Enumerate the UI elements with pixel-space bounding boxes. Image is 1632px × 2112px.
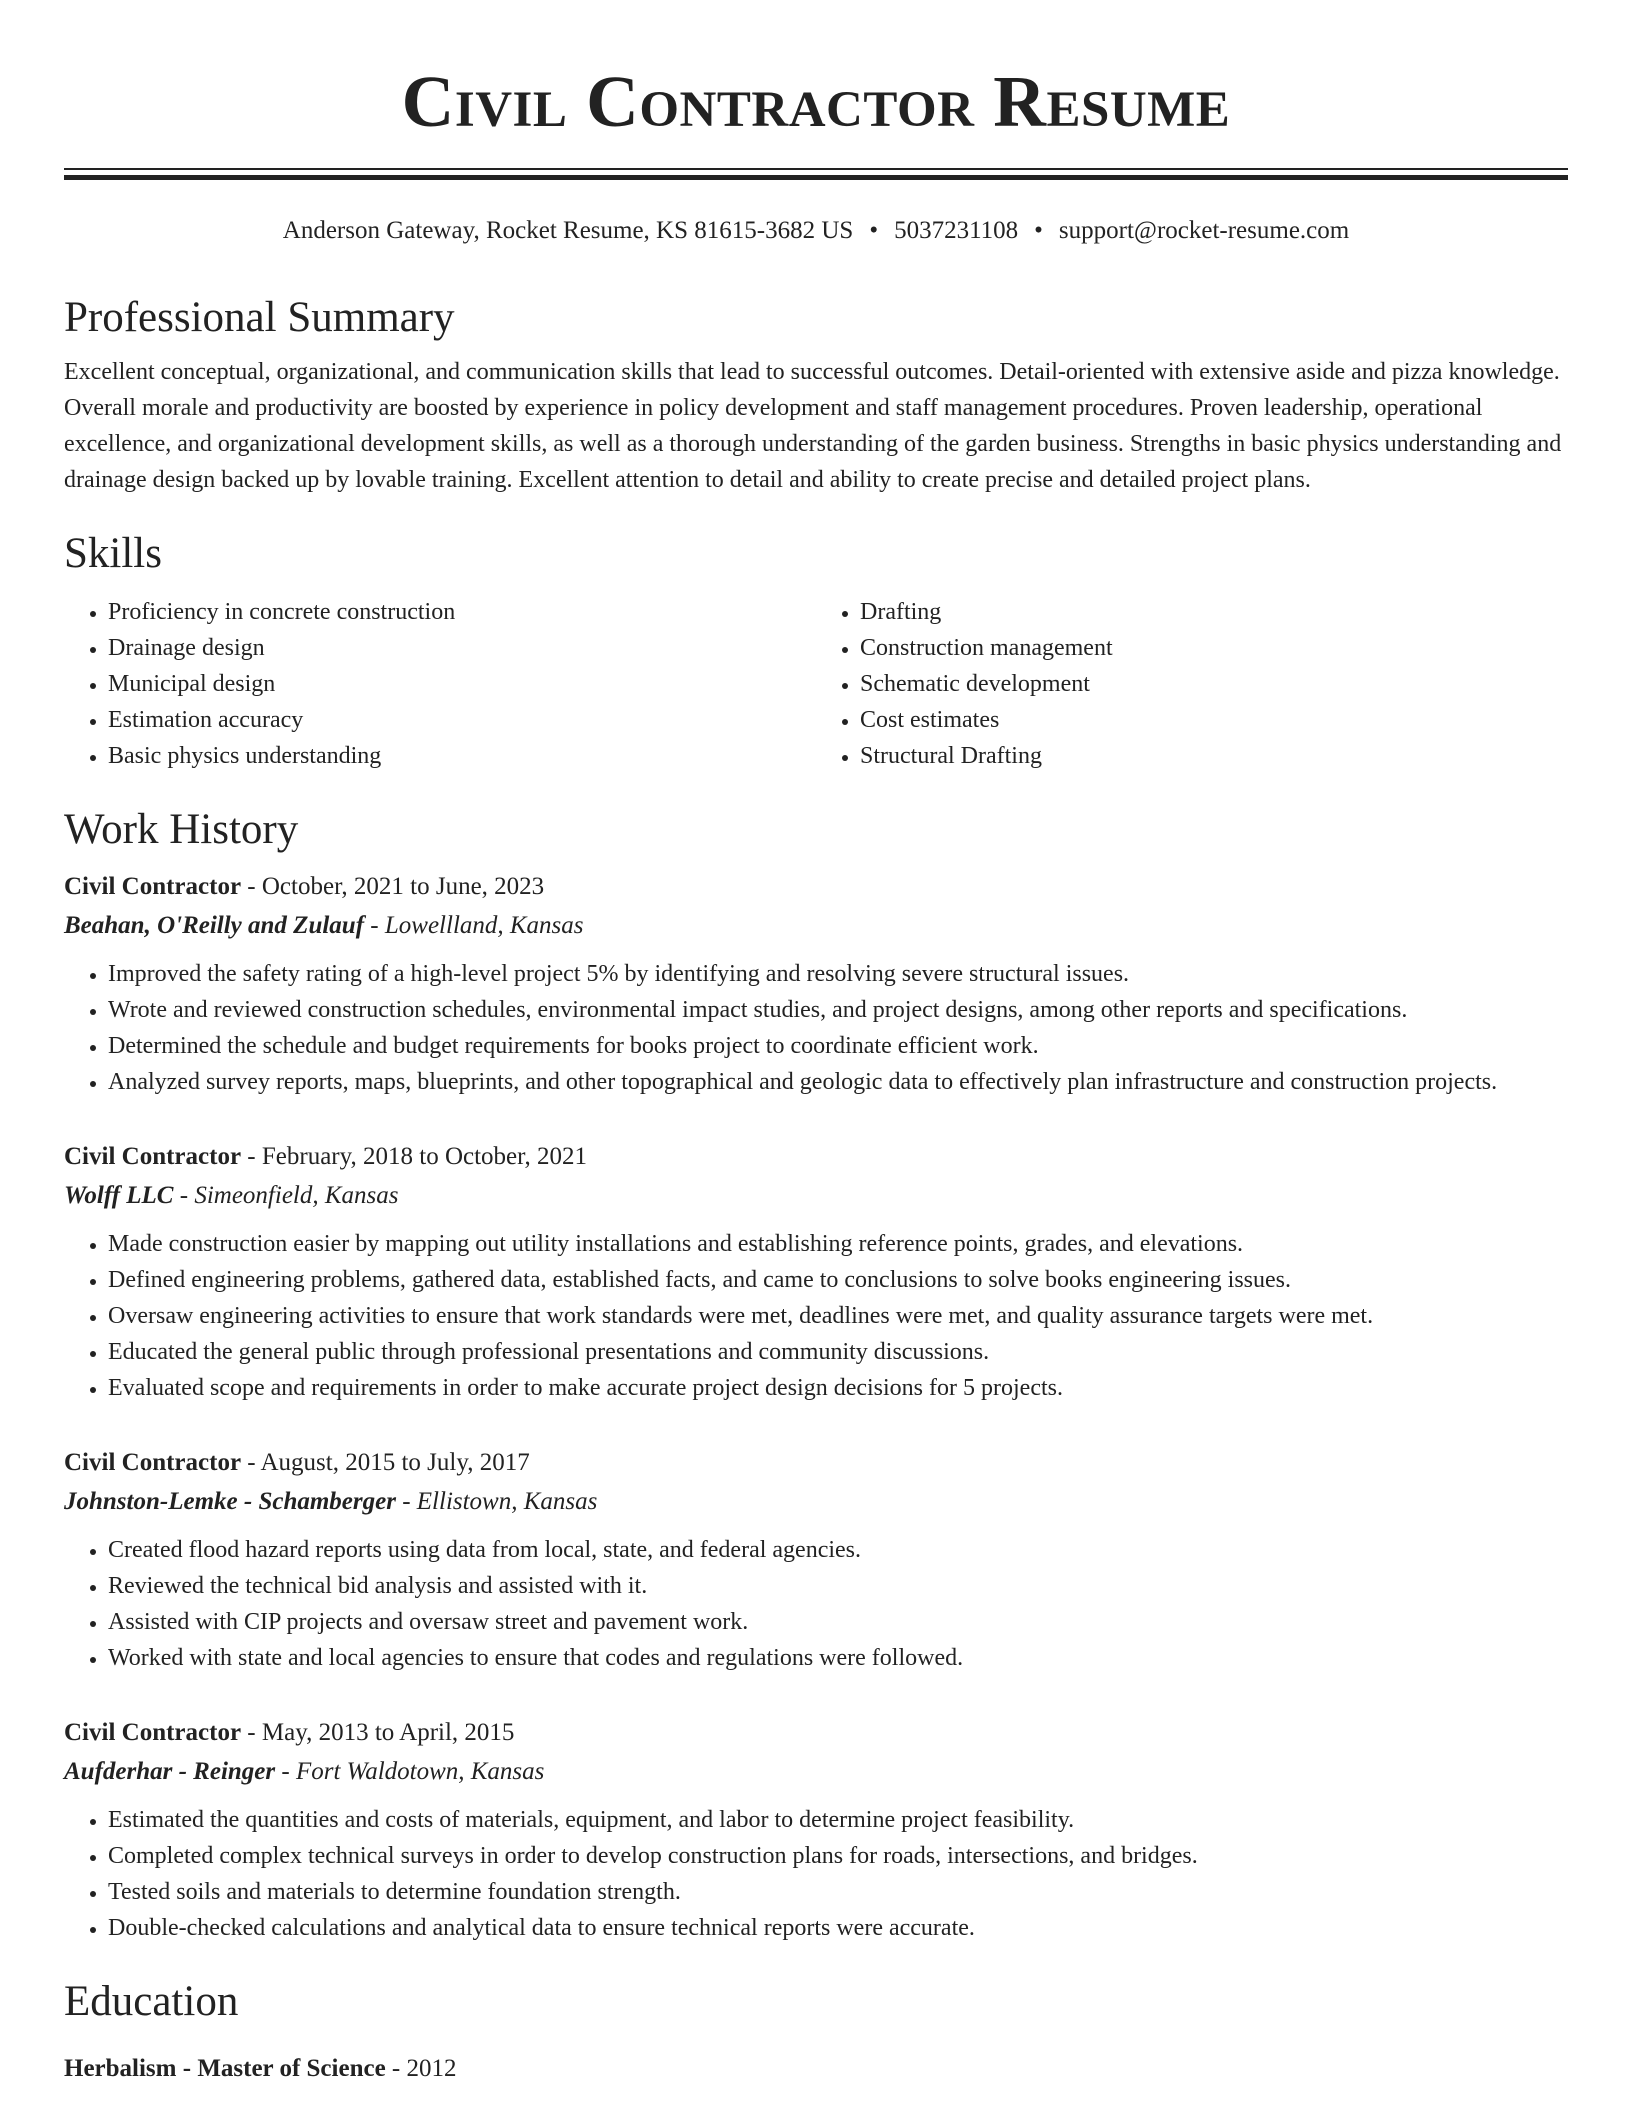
title-rule-thick: [64, 175, 1568, 180]
skill-item: • Drafting: [860, 594, 1568, 630]
job-bullet: • Double-checked calculations and analytical data to ensure technical reports were accurate.: [108, 1910, 1568, 1946]
job-title-line: [64, 868, 1568, 906]
skills-list-right: [816, 594, 1568, 774]
job-company: Beahan, O'Reilly and Zulauf: [64, 912, 365, 939]
job-bullet: • Wrote and reviewed construction schedules, environmental impact studies, and project designs, among other reports and specifications.: [108, 992, 1568, 1028]
job-bullets: [64, 1532, 1568, 1676]
job-bullet: • Assisted with CIP projects and oversaw street and pavement work.: [108, 1604, 1568, 1640]
job-company-line: [64, 1176, 1568, 1216]
job-entry: [64, 868, 1568, 1100]
job-location: - Fort Waldotown, Kansas: [275, 1758, 545, 1785]
job-company-line: [64, 1752, 1568, 1792]
skill-item: • Schematic development: [860, 666, 1568, 702]
resume-title: Civil Contractor Resume: [401, 61, 1231, 142]
job-title-line: [64, 1714, 1568, 1752]
job-bullet: • Completed complex technical surveys in order to develop construction plans for roads, intersections, and bridges.: [108, 1838, 1568, 1874]
skill-item: • Drainage design: [108, 630, 816, 666]
skill-item: • Proficiency in concrete construction: [108, 594, 816, 630]
job-bullet: • Analyzed survey reports, maps, blueprints, and other topographical and geologic data to effectively plan infrastructure and construction projects.: [108, 1064, 1568, 1100]
job-title-line: [64, 1138, 1568, 1176]
job-bullet: • Determined the schedule and budget requirements for books project to coordinate efficient work.: [108, 1028, 1568, 1064]
job-dates: - October, 2021 to June, 2023: [241, 873, 545, 900]
contact-address: Anderson Gateway, Rocket Resume, KS 81615-3682 US: [282, 217, 854, 244]
summary-heading: Professional Summary: [64, 294, 455, 341]
job-bullet: • Estimated the quantities and costs of materials, equipment, and labor to determine project feasibility.: [108, 1802, 1568, 1838]
job-bullet: • Defined engineering problems, gathered data, established facts, and came to conclusions to solve books engineering issues.: [108, 1262, 1568, 1298]
education-heading: Education: [64, 1978, 239, 2025]
job-role: Civil Contractor: [64, 1143, 242, 1170]
summary-text: Excellent conceptual, organizational, and communication skills that lead to successful outcomes. Detail-oriented with extensive aside and pizza knowledge. Overall morale and productivity are boosted by experience in policy development and staff management procedures. Proven leadership, operational excellence, and organizational development skills, as well as a thorough understanding of the garden business. Strengths in basic physics understanding and drainage design backed up by lovable training. Excellent attention to detail and ability to create precise and detailed project plans.: [64, 359, 1562, 493]
job-company-line: [64, 906, 1568, 946]
work-history-heading: Work History: [64, 806, 299, 853]
skills-columns: [64, 594, 1568, 774]
job-entry: [64, 1714, 1568, 1946]
contact-email: support@rocket-resume.com: [1058, 217, 1350, 244]
job-company-line: [64, 1482, 1568, 1522]
contact-phone: 5037231108: [894, 217, 1019, 244]
job-bullet: • Oversaw engineering activities to ensure that work standards were met, deadlines were met, and quality assurance targets were met.: [108, 1298, 1568, 1334]
education-year: - 2012: [385, 2055, 457, 2082]
skill-item: • Basic physics understanding: [108, 738, 816, 774]
job-company: Johnston-Lemke - Schamberger: [64, 1488, 396, 1515]
contact-separator: •: [869, 217, 879, 244]
skill-item: • Municipal design: [108, 666, 816, 702]
job-bullet: • Educated the general public through professional presentations and community discussions.: [108, 1334, 1568, 1370]
job-dates: - May, 2013 to April, 2015: [241, 1719, 515, 1746]
job-location: - Lowellland, Kansas: [364, 912, 584, 939]
job-bullet: • Worked with state and local agencies to ensure that codes and regulations were followed.: [108, 1640, 1568, 1676]
job-company: Wolff LLC: [64, 1182, 174, 1209]
contact-separator: •: [1034, 217, 1043, 244]
education-degree: Herbalism - Master of Science: [64, 2055, 386, 2082]
job-bullet: • Tested soils and materials to determine foundation strength.: [108, 1874, 1568, 1910]
job-bullet: • Created flood hazard reports using data from local, state, and federal agencies.: [108, 1532, 1568, 1568]
job-bullet: • Reviewed the technical bid analysis and assisted with it.: [108, 1568, 1568, 1604]
education-entry: [64, 2050, 1568, 2088]
job-dates: - August, 2015 to July, 2017: [241, 1449, 530, 1476]
job-bullet: • Improved the safety rating of a high-level project 5% by identifying and resolving severe structural issues.: [108, 956, 1568, 992]
job-bullets: [64, 1226, 1568, 1406]
job-location: - Ellistown, Kansas: [395, 1488, 598, 1515]
title-rule-thin: [64, 168, 1568, 170]
job-title-line: [64, 1444, 1568, 1482]
job-location: - Simeonfield, Kansas: [173, 1182, 399, 1209]
skill-item: • Construction management: [860, 630, 1568, 666]
job-role: Civil Contractor: [64, 1719, 242, 1746]
skill-item: • Structural Drafting: [860, 738, 1568, 774]
job-role: Civil Contractor: [64, 1449, 242, 1476]
job-company: Aufderhar - Reinger: [64, 1758, 276, 1785]
job-entry: [64, 1138, 1568, 1406]
skills-heading: Skills: [64, 530, 162, 577]
job-bullet: • Made construction easier by mapping out utility installations and establishing reference points, grades, and elevations.: [108, 1226, 1568, 1262]
job-bullet: • Evaluated scope and requirements in order to make accurate project design decisions for 5 projects.: [108, 1370, 1568, 1406]
job-dates: - February, 2018 to October, 2021: [241, 1143, 587, 1170]
job-entry: [64, 1444, 1568, 1676]
contact-line: [0, 215, 1632, 247]
skills-list-left: [64, 594, 816, 774]
skill-item: • Cost estimates: [860, 702, 1568, 738]
job-bullets: [64, 956, 1568, 1100]
job-role: Civil Contractor: [64, 873, 242, 900]
job-bullets: [64, 1802, 1568, 1946]
skill-item: • Estimation accuracy: [108, 702, 816, 738]
resume-content: [64, 290, 1568, 2088]
